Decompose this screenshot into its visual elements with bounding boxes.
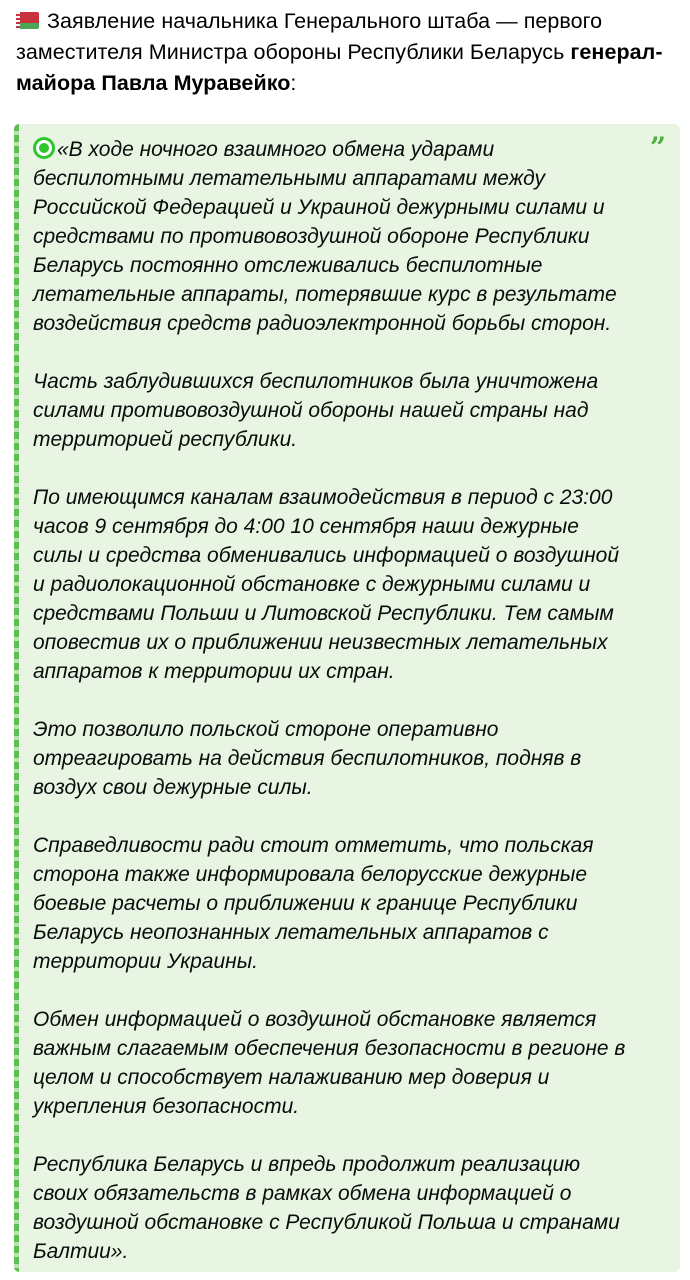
quote-paragraph-2: Часть заблудившихся беспилотников была уничтожена силами противовоздушной обороны нашей страны над территорией республики. bbox=[33, 370, 599, 451]
statement-header bbox=[16, 6, 676, 99]
green-circle-icon bbox=[33, 137, 55, 159]
header-person-name: генерал-майора Павла Муравейко bbox=[16, 40, 663, 95]
quote-paragraph-4: Это позволило польской стороне оперативно отреагировать на действия беспилотников, подняв в воздух свои дежурные силы. bbox=[33, 718, 582, 799]
quote-paragraph-1-text: «В ходе ночного взаимного обмена ударами беспилотными летательными аппаратами между Российской Федерацией и Украиной дежурными силами и средствами по противовоздушной обороне Республики Беларусь постоянно отслеживались беспилотные летательные аппараты, потерявшие курс в результате воздействия средств радиоэлектронной борьбы сторон. bbox=[33, 138, 617, 335]
quote-paragraph-7: Республика Беларусь и впредь продолжит реализацию своих обязательств в рамках обмена информацией о воздушной обстановке с Республикой Польша и странами Балтии». bbox=[33, 1153, 620, 1263]
quote-accent-bar bbox=[14, 124, 19, 1272]
quote-paragraph-1 bbox=[33, 135, 653, 338]
quote-mark-icon: ” bbox=[649, 131, 666, 164]
belarus-flag-icon bbox=[16, 12, 39, 29]
quote-paragraph-3: По имеющимся каналам взаимодействия в период с 23:00 часов 9 сентября до 4:00 10 сентября наши дежурные силы и средства обменивались информацией о воздушной и радиолокационной обстановке с дежурными силами и средствами Польши и Литовской Республики. Тем самым оповестив их о приближении неизвестных летательных аппаратов к территории их стран. bbox=[33, 486, 620, 683]
quote-paragraph-6: Обмен информацией о воздушной обстановке является важным слагаемым обеспечения безопасности в регионе в целом и способствует налаживанию мер доверия и укрепления безопасности. bbox=[33, 1008, 626, 1118]
quote-text bbox=[33, 135, 653, 1266]
header-suffix: : bbox=[290, 71, 297, 95]
blockquote bbox=[14, 124, 680, 1272]
header-intro: Заявление начальника Генерального штаба — первого заместителя Министра обороны Республики Беларусь bbox=[16, 9, 603, 64]
quote-paragraph-5: Справедливости ради стоит отметить, что польская сторона также информировала белорусские дежурные боевые расчеты о приближении к границе Республики Беларусь неопознанных летательных аппаратов с территории Украины. bbox=[33, 834, 594, 973]
